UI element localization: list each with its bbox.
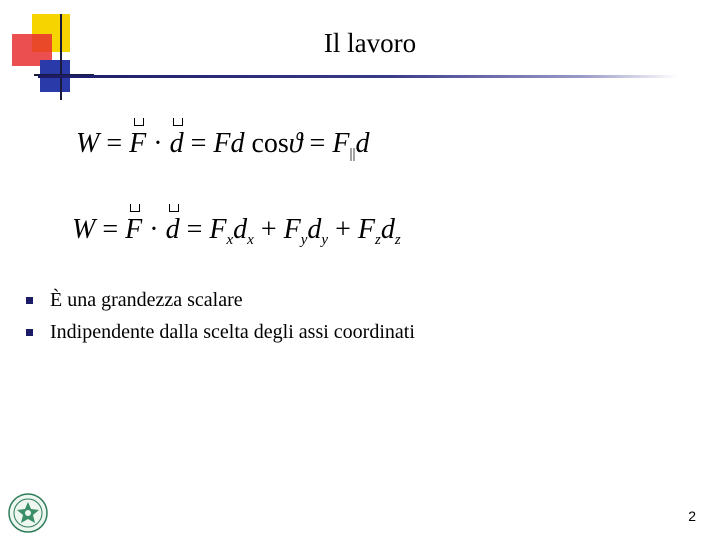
- eq1-parallel-subscript: ||: [349, 146, 356, 162]
- eq2-Fx: F: [209, 214, 227, 245]
- eq2-dx: d: [233, 214, 248, 245]
- eq2-vector-d: d: [165, 214, 180, 245]
- eq2-Fx-sub: x: [226, 232, 234, 248]
- eq2-dz: d: [380, 214, 395, 245]
- eq1-F-parallel: F: [332, 128, 350, 159]
- bullet-text: Indipendente dalla scelta degli assi coordinati: [50, 321, 415, 343]
- title-underline: [38, 75, 678, 78]
- equation-work-components: [72, 214, 401, 249]
- bullet-square-icon: [26, 329, 33, 336]
- eq2-equals-2: =: [186, 214, 203, 245]
- page-number: 2: [688, 508, 696, 524]
- eq2-Fy: F: [283, 214, 301, 245]
- eq1-dot: ·: [153, 128, 163, 159]
- eq1-vector-d: d: [169, 128, 184, 159]
- eq2-Fy-sub: y: [300, 232, 308, 248]
- eq2-W: W: [72, 214, 96, 245]
- eq1-vector-F: F: [129, 128, 147, 159]
- eq2-dy: d: [307, 214, 322, 245]
- eq2-dy-sub: y: [321, 232, 329, 248]
- eq1-d-final: d: [355, 128, 370, 159]
- eq2-Fz-sub: z: [374, 232, 381, 248]
- bullet-text: È una grandezza scalare: [50, 289, 243, 311]
- eq1-theta: ϑ: [288, 128, 303, 159]
- eq2-dot: ·: [149, 214, 159, 245]
- eq2-plus-1: +: [260, 214, 277, 245]
- eq2-Fz: F: [357, 214, 375, 245]
- page-title: Il lavoro: [323, 28, 417, 58]
- bullet-square-icon: [26, 297, 33, 304]
- deco-vertical-line: [60, 14, 62, 100]
- university-seal-icon: [8, 493, 48, 533]
- equation-work-definition: [76, 128, 369, 163]
- bullet-list: [24, 287, 415, 351]
- eq1-equals-3: =: [309, 128, 326, 159]
- eq2-dz-sub: z: [394, 232, 401, 248]
- eq2-plus-2: +: [335, 214, 351, 245]
- eq1-cos: cos: [251, 128, 289, 159]
- list-item: [24, 319, 415, 351]
- eq2-equals-1: =: [102, 214, 119, 245]
- eq1-Fd: Fd: [213, 128, 245, 159]
- list-item: [24, 287, 415, 319]
- eq1-equals-1: =: [106, 128, 123, 159]
- corner-decoration: [10, 14, 100, 104]
- eq1-W: W: [76, 128, 100, 159]
- eq1-equals-2: =: [190, 128, 207, 159]
- eq2-dx-sub: x: [247, 232, 254, 248]
- eq2-vector-F: F: [125, 214, 143, 245]
